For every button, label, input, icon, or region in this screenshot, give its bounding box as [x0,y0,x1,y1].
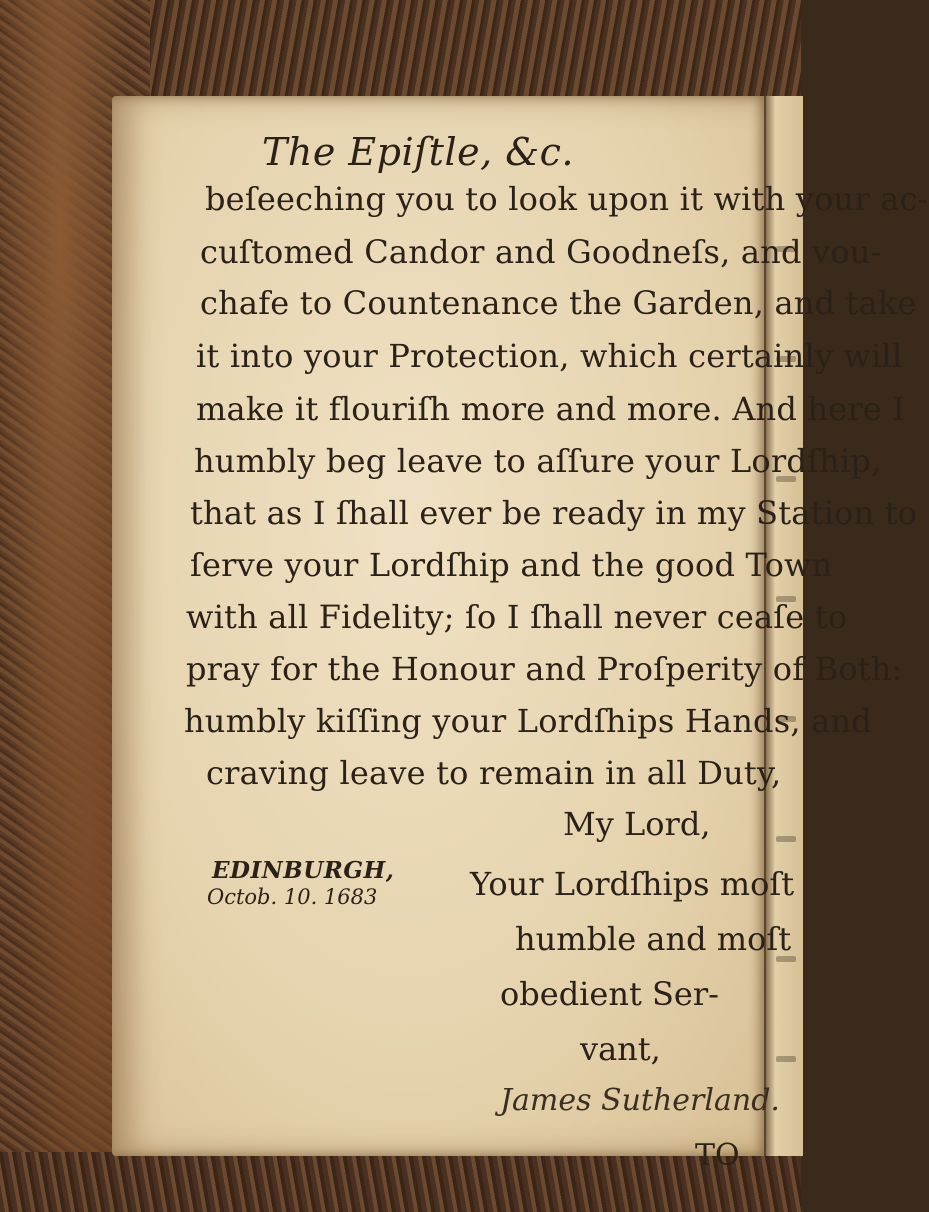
place-name: EDINBURGH, [212,857,395,884]
body-line: beſeeching you to look upon it with your ac- [205,180,929,218]
body-line: make it flouriſh more and more. And here I [196,390,906,428]
body-line: with all Fidelity; ſo I ſhall never ceaſe to [186,598,848,636]
salutation: My Lord, [563,805,711,843]
signature: James Sutherland. [500,1083,780,1118]
body-line: that as I ſhall ever be ready in my Station to [190,494,918,532]
closing-line: Your Lordſhips moſt [470,865,795,903]
body-line: it into your Protection, which certainly will [196,337,903,375]
closing-line: vant, [580,1030,661,1068]
body-line: chafe to Countenance the Garden, and take [200,284,917,322]
letter-date: Octob. 10. 1683 [207,885,378,909]
running-header: The Epiſtle, &c. [262,130,574,174]
body-line: cuſtomed Candor and Goodneſs, and vou- [200,233,882,271]
body-line: humbly beg leave to aſſure your Lordſhip, [194,442,882,480]
body-line: pray for the Honour and Proſperity of Both: [186,650,903,688]
closing-line: humble and moſt [515,920,792,958]
body-line: ſerve your Lordſhip and the good Town [190,546,833,584]
catchword: TO [695,1138,740,1173]
book-bottom-edge [0,1152,801,1212]
closing-line: obedient Ser- [500,975,719,1013]
body-line: humbly kiſſing your Lordſhips Hands, and [184,702,872,740]
body-line: craving leave to remain in all Duty, [206,754,782,792]
